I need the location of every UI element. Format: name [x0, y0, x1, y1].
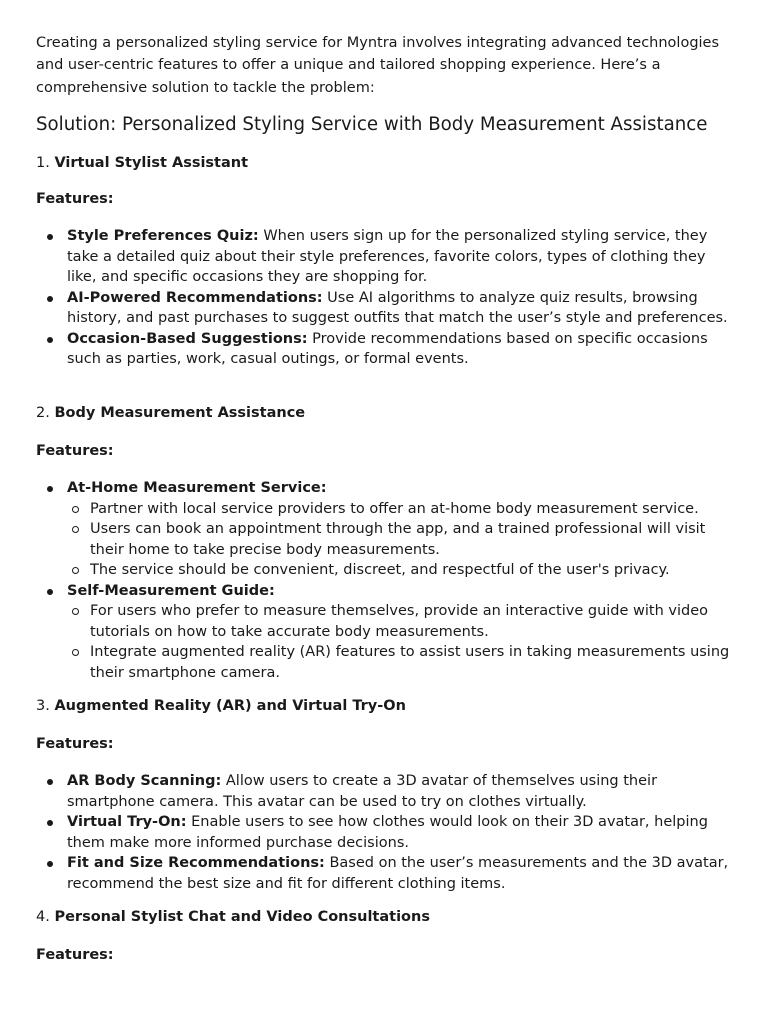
list-item	[0, 288, 736, 329]
sub-list	[67, 601, 736, 683]
section-3-number: 3.	[36, 698, 50, 714]
section-2-title: Body Measurement Assistance	[54, 405, 306, 421]
item-label: Self-Measurement Guide:	[67, 582, 275, 599]
section-1-features-label: Features:	[36, 191, 114, 207]
list-item	[0, 581, 736, 684]
item-text: Based on the user’s measurements and the 3D avatar, recommend the best size and fit for different clothing items.	[67, 855, 729, 892]
solution-heading: Solution: Personalized Styling Service with Body Measurement Assistance	[36, 114, 708, 135]
intro-paragraph: Creating a personalized styling service for Myntra involves integrating advanced technologies and user-centric features to offer a unique and tailored shopping experience. Here’s a comprehensive solution to tackle the problem:	[36, 35, 720, 96]
sub-list-item: Users can book an appointment through the app, and a trained professional will visit their home to take precise body measurements.	[67, 519, 736, 560]
sub-list	[67, 499, 736, 581]
sub-list-item: For users who prefer to measure themselves, provide an interactive guide with video tutorials on how to take accurate body measurements.	[67, 601, 736, 642]
item-label: Virtual Try-On:	[67, 814, 187, 830]
item-text: Allow users to create a 3D avatar of themselves using their smartphone camera. This avatar can be used to try on clothes virtually.	[67, 773, 658, 810]
item-label: AI-Powered Recommendations:	[67, 289, 323, 306]
item-label: Fit and Size Recommendations:	[67, 855, 325, 871]
section-3-list	[0, 771, 736, 894]
list-item	[0, 853, 736, 894]
item-label: Style Preferences Quiz:	[67, 228, 259, 244]
sub-list-item: Partner with local service providers to offer an at-home body measurement service.	[67, 499, 736, 520]
section-2-features-label: Features:	[36, 443, 114, 459]
section-3-heading	[36, 696, 406, 717]
item-text: Provide recommendations based on specific occasions such as parties, work, casual outings, or formal events.	[67, 330, 708, 367]
section-1-heading	[36, 153, 248, 174]
section-4-features-label: Features:	[36, 947, 114, 963]
sub-list-item: The service should be convenient, discreet, and respectful of the user's privacy.	[67, 560, 736, 581]
list-item	[0, 329, 736, 370]
section-1-title: Virtual Stylist Assistant	[54, 155, 249, 171]
section-4-title: Personal Stylist Chat and Video Consultations	[54, 909, 430, 925]
list-item	[0, 812, 736, 853]
section-4-number: 4.	[36, 909, 50, 925]
section-1-number: 1.	[36, 155, 50, 171]
item-label: Occasion-Based Suggestions:	[67, 330, 308, 347]
item-text: When users sign up for the personalized styling service, they take a detailed quiz about their style preferences, favorite colors, types of clothing they like, and specific occasions they are shopping for.	[67, 228, 708, 285]
item-text: Use AI algorithms to analyze quiz results, browsing history, and past purchases to suggest outfits that match the user’s style and preferences.	[67, 289, 728, 326]
section-2-heading	[36, 403, 305, 424]
list-item	[0, 771, 736, 812]
section-3-title: Augmented Reality (AR) and Virtual Try-On	[54, 698, 406, 714]
section-1-list	[0, 226, 736, 370]
section-2-number: 2.	[36, 405, 50, 421]
section-3-features-label: Features:	[36, 736, 114, 752]
list-item	[0, 478, 736, 581]
item-label: AR Body Scanning:	[67, 773, 222, 789]
section-2-list	[0, 478, 736, 683]
sub-list-item: Integrate augmented reality (AR) features to assist users in taking measurements using their smartphone camera.	[67, 642, 736, 683]
list-item	[0, 226, 736, 288]
item-text: Enable users to see how clothes would look on their 3D avatar, helping them make more informed purchase decisions.	[67, 814, 708, 851]
item-label: At-Home Measurement Service:	[67, 480, 327, 496]
section-4-heading	[36, 907, 430, 928]
